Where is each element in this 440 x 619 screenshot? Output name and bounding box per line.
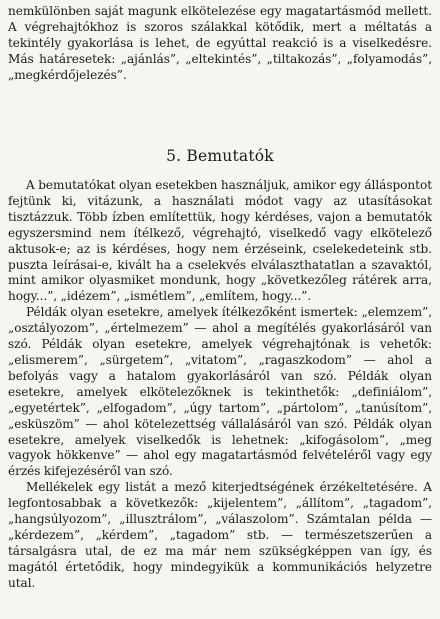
section-body [8,178,432,592]
paragraph-text: nemkülönben saját magunk elkötelezése egy magatartásmód mellett. A végrehajtókhoz is szoros szálakkal kötődik, mert a méltatás a tekintély gyakorlása is lehet, de egyúttal reakció is a viselkedésre. Más határesetek: „ajánlás”, „eltekintés”, „tiltakozás”, „folyamodás”, „megkérdőjelezés”. [8,4,432,82]
paragraph-2: Példák olyan esetekre, amelyek ítélkezőként ismertek: „elemzem”, „osztályozom”, „értelmezem” — ahol a megítélés gyakorlásáról van szó. Példák olyan esetekre, amelyek végrehajtónak is vehetők: „elismerem”, „sürgetem”, „vitatom”, „ragaszkodom” — ahol a befolyás vagy a hatalom gyakorlásáról van szó. Példák olyan esetekre, amelyek elkötelezőknek is tekinthetők: „definiálom”, „egyetértek”, „elfogadom”, „úgy tartom”, „pártolom”, „tanúsítom”, „esküszöm” — ahol kötelezettség vállalásáról van szó. Példák olyan esetekre, amelyek viselkedők is lehetnek: „kifogásolom”, „meg vagyok hökkenve” — ahol egy magatartásmód felvételéről vagy egy érzés kifejezéséről van szó. [8,305,432,479]
continued-paragraph [8,4,432,84]
section-heading: 5. Bemutatók [166,147,274,165]
paragraph-3: Mellékelek egy listát a mező kiterjedtségének érzékeltetésére. A legfontosabbak a következők: „kijelentem”, „állítom”, „tagadom”, „hangsúlyozom”, „illusztrálom”, „válaszolom”. Számtalan példa — „kérdezem”, „kérdem”, „tagadom” stb. — természetszerűen a társalgásra utal, de ez ma már nem szükségképpen van így, és magától értetődik, hogy mindegyikük a kommunikációs helyzetre utal. [8,480,432,590]
paragraph-1: A bemutatókat olyan esetekben használjuk, amikor egy álláspontot fejtünk ki, vitázunk, a használati módot vagy az utasításokat tisztázzuk. Több ízben említettük, hogy kérdéses, vajon a bemutatók egyszersmind nem ítélkező, végrehajtó, viselkedő vagy elkötelező aktusok-e; az is kérdéses, hogy nem érzéseink, cselekedeteink stb. puszta leírásai-e, kivált ha a cselekvés elválaszthatatlan a szavaktól, mint amikor olyasmiket mondunk, hogy „következőleg rátérek arra, hogy...”, „idézem”, „ismétlem”, „említem, hogy...”. [8,178,432,304]
